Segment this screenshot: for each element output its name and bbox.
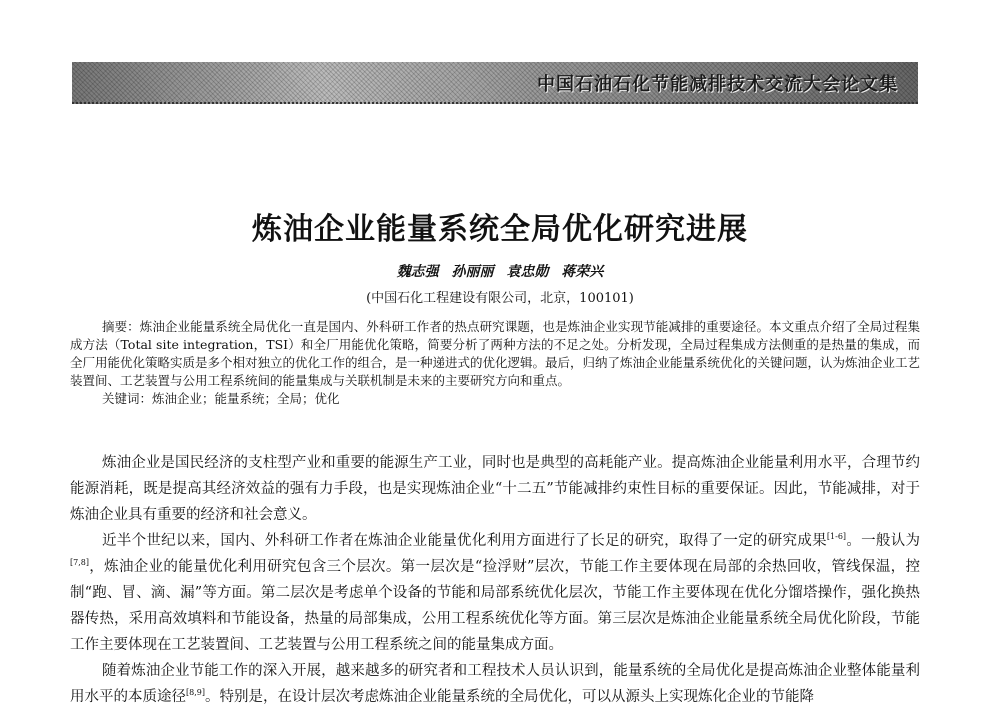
article-title: 炼油企业能量系统全局优化研究进展: [252, 212, 748, 247]
paragraph-2: [70, 528, 920, 658]
article-affiliation: (中国石化工程建设有限公司，北京，100101): [366, 291, 634, 306]
citation-ref: [1-6]: [826, 532, 847, 542]
paragraph-3: [70, 658, 920, 710]
body-text: [70, 450, 920, 710]
abstract-text: 摘要：炼油企业能量系统全局优化一直是国内、外科研工作者的热点研究课题，也是炼油企业实现节能减排的重要途径。本文重点介绍了全局过程集成方法（Total site integration，TSI）和全厂用能优化策略，简要分析了两种方法的不足之处。分析发现，全局过程集成方法侧重的是热量的集成，而全厂用能优化策略实质是多个相对独立的优化工作的组合，是一种递进式的优化逻辑。最后，归纳了炼油企业能量系统优化的关键问题，认为炼油企业工艺装置间、工艺装置与公用工程系统间的能量集成与关联机制是未来的主要研究方向和重点。: [70, 319, 921, 388]
article-authors: 魏志强 孙丽丽 袁忠勋 蒋荣兴: [396, 264, 604, 280]
abstract-block: [70, 318, 920, 408]
paragraph-2-part-b: 。一般认为: [846, 533, 921, 549]
paragraph-2-part-c: ，炼油企业的能量优化利用研究包含三个层次。第一层次是“捡浮财”层次，节能工作主要体现在局部的余热回收，管线保温，控制“跑、冒、滴、漏”等方面。第二层次是考虑单个设备的节能和局部系统优化层次，节能工作主要体现在优化分馏塔操作，强化换热器传热，采用高效填料和节能设备，热量的局部集成，公用工程系统优化等方面。第三层次是炼油企业能量系统全局优化阶段，节能工作主要体现在工艺装置间、工艺装置与公用工程系统之间的能量集成方面。: [70, 559, 920, 653]
paragraph-3-part-b: 。特别是，在设计层次考虑炼油企业能量系统的全局优化，可以从源头上实现炼化企业的节能降: [204, 689, 814, 705]
paragraph-3-part-a: 随着炼油企业节能工作的深入开展，越来越多的研究者和工程技术人员认识到，能量系统的全局优化是提高炼油企业整体能量利用水平的本质途径: [70, 663, 920, 705]
keywords: 关键词：炼油企业；能量系统；全局；优化: [102, 391, 340, 406]
paragraph-1: 炼油企业是国民经济的支柱型产业和重要的能源生产工业，同时也是典型的高耗能产业。提高炼油企业能量利用水平，合理节约能源消耗，既是提高其经济效益的强有力手段，也是实现炼油企业“十二五”节能减排约束性目标的重要保证。因此，节能减排，对于炼油企业具有重要的经济和社会意义。: [70, 455, 920, 523]
paragraph-2-part-a: 近半个世纪以来，国内、外科研工作者在炼油企业能量优化利用方面进行了长足的研究，取得了一定的研究成果: [102, 533, 827, 549]
banner-title: 中国石油石化节能减排技术交流大会论文集: [537, 74, 898, 95]
citation-ref: [8,9]: [186, 688, 205, 698]
citation-ref: [7,8]: [70, 558, 89, 568]
journal-banner: [72, 62, 918, 104]
